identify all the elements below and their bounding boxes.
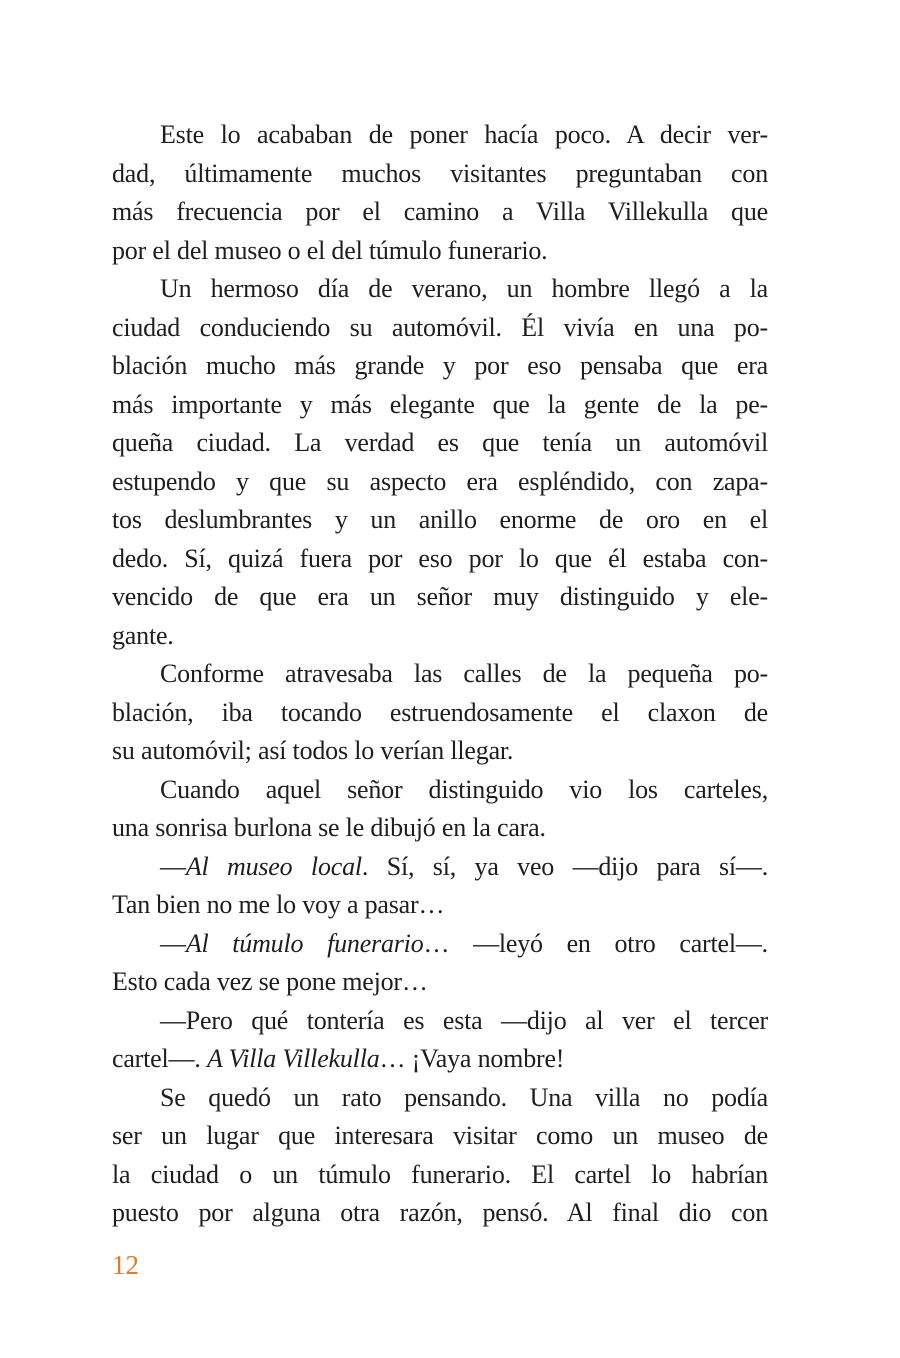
text-line: gante. (112, 620, 174, 650)
text-line: ciudad conduciendo su automóvil. Él vivía en una po- (112, 312, 768, 342)
text-line: —Pero qué tontería es esta —dijo al ver el tercer (160, 1005, 768, 1035)
text-line: su automóvil; así todos lo verían llegar. (112, 736, 514, 765)
text-segment: — (160, 928, 186, 958)
text-segment: . Sí, sí, ya veo —dijo para sí—. (361, 851, 768, 881)
page-number: 12 (112, 1250, 139, 1280)
italic-text: Al museo local (185, 851, 362, 881)
text-line: Cuando aquel señor distinguido vio los carteles, (160, 774, 768, 804)
text-line: blación mucho más grande y por eso pensaba que era (112, 351, 768, 380)
text-line (112, 1040, 768, 1079)
text-line: más frecuencia por el camino a Villa Villekulla que (112, 197, 768, 226)
text-line: vencido de que era un señor muy distinguido y ele- (112, 582, 768, 611)
text-line: Se quedó un rato pensando. Una villa no podía (160, 1082, 768, 1112)
text-line: queña ciudad. La verdad es que tenía un automóvil (112, 428, 768, 457)
text-line: Esto cada vez se pone mejor… (112, 967, 428, 996)
text-line: la ciudad o un túmulo funerario. El cartel lo habrían (112, 1159, 768, 1189)
text-line (112, 925, 768, 964)
text-line: blación, iba tocando estruendosamente el claxon de (112, 697, 768, 727)
text-line: dad, últimamente muchos visitantes preguntaban con (112, 158, 768, 188)
text-line: Este lo acababan de poner hacía poco. A decir ver- (160, 120, 768, 149)
text-line: ser un lugar que interesara visitar como un museo de (112, 1121, 768, 1150)
text-segment: — (160, 851, 186, 881)
body-text (112, 116, 768, 1233)
text-line: una sonrisa burlona se le dibujó en la cara. (112, 813, 546, 842)
text-segment: … ¡Vaya nombre! (379, 1044, 565, 1073)
text-line: puesto por alguna otra razón, pensó. Al final dio con (112, 1198, 768, 1227)
text-line: Tan bien no me lo voy a pasar… (112, 890, 445, 919)
text-line: estupendo y que su aspecto era espléndido, con zapa- (112, 466, 768, 496)
italic-text: Al túmulo funerario (185, 928, 424, 958)
text-line: tos deslumbrantes y un anillo enorme de oro en el (112, 505, 768, 534)
text-line: Un hermoso día de verano, un hombre llegó a la (160, 274, 768, 303)
text-line: dedo. Sí, quizá fuera por eso por lo que él estaba con- (112, 543, 768, 573)
italic-text: A Villa Villekulla (206, 1044, 380, 1073)
text-line: más importante y más elegante que la gente de la pe- (112, 389, 768, 419)
text-segment: … —leyó en otro cartel—. (423, 928, 768, 958)
text-line: por el del museo o el del túmulo funerario. (112, 235, 548, 265)
text-line (112, 848, 768, 887)
text-line: Conforme atravesaba las calles de la pequeña po- (160, 659, 768, 688)
text-segment: cartel—. (112, 1044, 207, 1073)
